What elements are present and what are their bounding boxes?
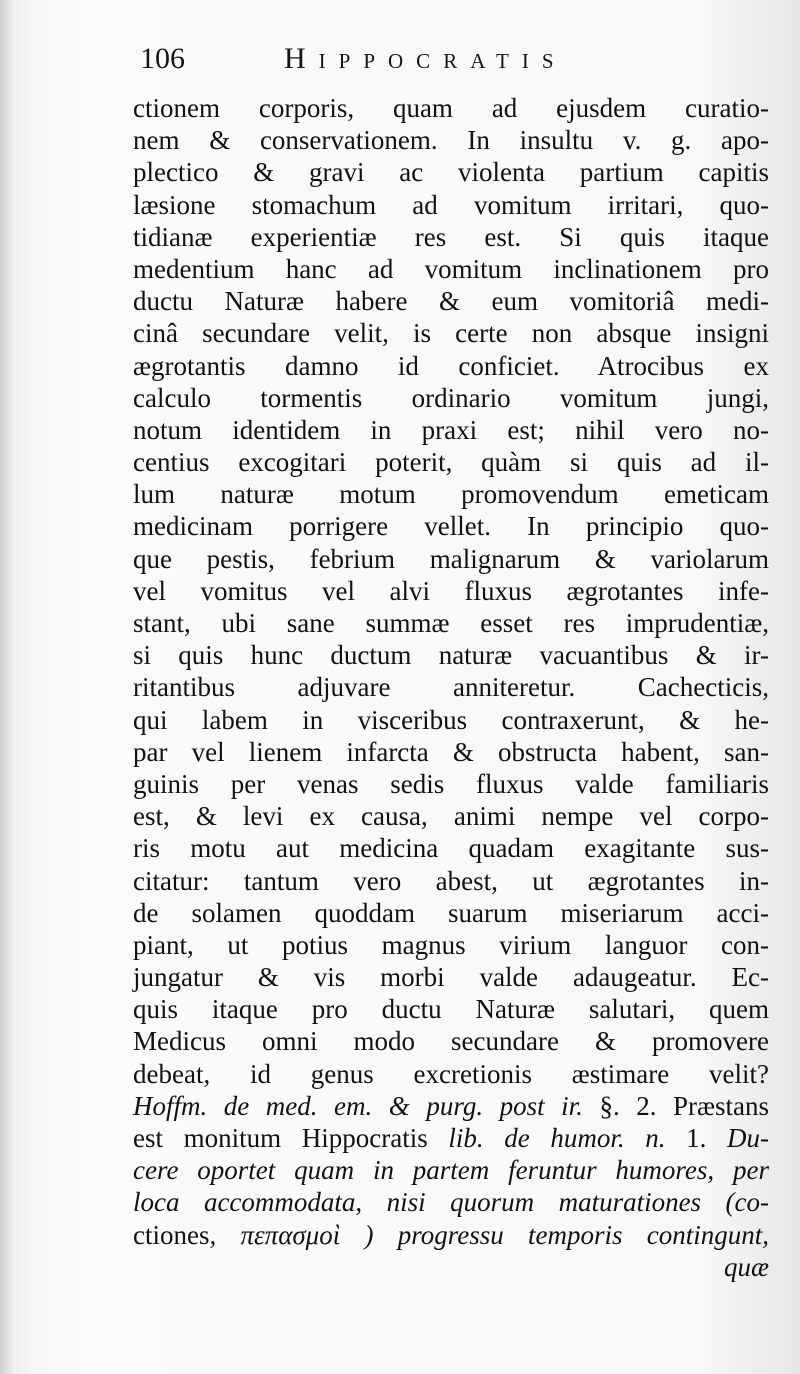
text-line: plectico & gravi ac violenta partium capitis — [133, 157, 769, 188]
text-line: ris motu aut medicina quadam exagitante sus- — [133, 833, 769, 864]
text-line: si quis hunc ductum naturæ vacuantibus & ir- — [133, 640, 769, 671]
text-line-mixed — [133, 1122, 769, 1154]
text-line: tidianæ experientiæ res est. Si quis itaque — [133, 221, 769, 252]
italic-text-line: loca accommodata, nisi quorum maturationes (co- — [133, 1187, 769, 1218]
text-line: læsione stomachum ad vomitum irritari, quo- — [133, 189, 769, 220]
text-line: medicinam porrigere vellet. In principio quo- — [133, 511, 769, 542]
page-left-edge-shadow — [0, 0, 14, 1374]
text-line: stant, ubi sane summæ esset res imprudentiæ, — [133, 608, 769, 638]
italic-text-line: cere oportet quam in partem feruntur humores, per — [133, 1155, 769, 1186]
text-line: ritantibus adjuvare anniteretur. Cachecticis, — [133, 672, 769, 703]
line-italic-part: Du- — [727, 1123, 770, 1153]
text-line: cinâ secundare velit, is certe non absque insigni — [133, 318, 769, 349]
text-line: citatur: tantum vero abest, ut ægrotantes in- — [133, 865, 769, 896]
text-line: nem & conservationem. In insultu v. g. apo- — [133, 125, 769, 156]
text-line: medentium hanc ad vomitum inclinationem pro — [133, 253, 769, 284]
text-line: Medicus omni modo secundare & promovere — [133, 1026, 769, 1057]
line-roman-part: est monitum Hippocratis — [133, 1123, 428, 1153]
text-line: ctionem corporis, quam ad ejusdem curatio- — [133, 93, 769, 123]
citation-line — [133, 1090, 769, 1122]
citation-italic: Hoffm. de med. em. & purg. post ir. — [133, 1090, 583, 1121]
text-line: par vel lienem infarcta & obstructa habent, san- — [133, 736, 769, 767]
greek-word: πεπασμοὶ — [240, 1219, 341, 1250]
text-line: debeat, id genus excretionis æstimare velit? — [133, 1058, 769, 1089]
citation-roman: §. 2. Præstans — [599, 1090, 770, 1121]
line-italic-part: ) progressu temporis contingunt, — [364, 1219, 770, 1250]
text-line: guinis per venas sedis fluxus valde familiaris — [133, 768, 769, 799]
text-line: est, & levi ex causa, animi nempe vel corpo- — [133, 801, 769, 832]
text-line: ægrotantis damno id conficiet. Atrocibus ex — [133, 350, 769, 381]
text-line: quis itaque pro ductu Naturæ salutari, quem — [133, 994, 769, 1025]
page-header — [132, 38, 772, 78]
line-roman-part: ctiones, — [133, 1219, 217, 1250]
text-line: qui labem in visceribus contraxerunt, & he- — [133, 704, 769, 735]
text-line: vel vomitus vel alvi fluxus ægrotantes infe- — [133, 575, 769, 606]
catchword: quæ — [723, 1251, 769, 1282]
page-number: 106 — [140, 42, 185, 75]
text-line: piant, ut potius magnus virium languor con- — [133, 929, 769, 960]
text-line: que pestis, febrium malignarum & variolarum — [133, 543, 769, 574]
body-text — [133, 92, 769, 1283]
line-italic-part: lib. de humor. n. — [448, 1123, 666, 1153]
line-roman-number: 1. — [686, 1123, 707, 1153]
text-line: calculo tormentis ordinario vomitum jungi, — [133, 382, 769, 413]
text-line-greek — [133, 1219, 769, 1251]
text-line: jungatur & vis morbi valde adaugeatur. Ec- — [133, 962, 769, 993]
text-line: ductu Naturæ habere & eum vomitoriâ medi- — [133, 286, 769, 317]
text-line: lum naturæ motum promovendum emeticam — [133, 479, 769, 510]
text-line: notum identidem in praxi est; nihil vero no- — [133, 414, 769, 445]
text-line: centius excogitari poterit, quàm si quis ad il- — [133, 447, 769, 478]
running-title: Hippocratis — [284, 42, 567, 75]
text-line: de solamen quoddam suarum miseriarum acci- — [133, 897, 769, 928]
